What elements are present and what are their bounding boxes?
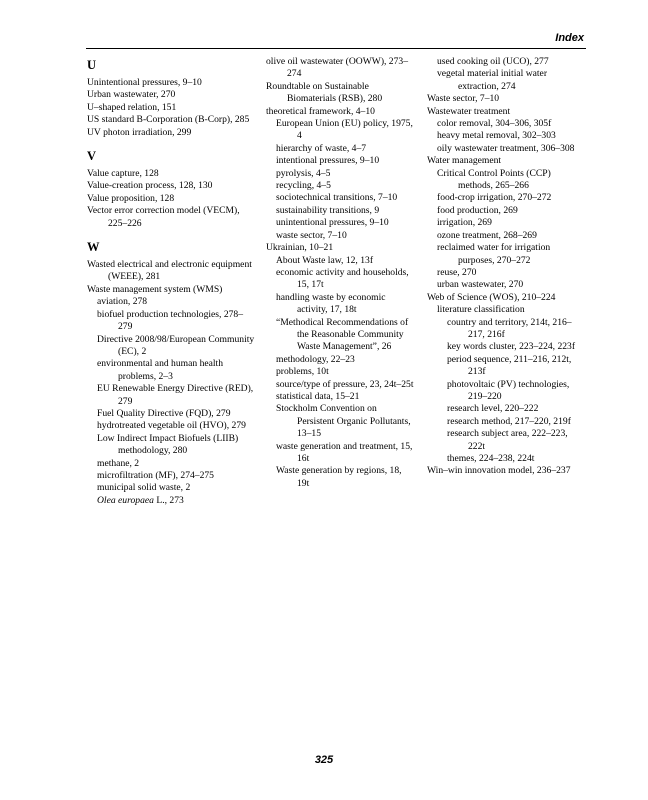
index-subentry: EU Renewable Energy Directive (RED), 279 [97, 383, 254, 407]
index-entry: Value-creation process, 128, 130 [87, 180, 213, 192]
index-entry: Wasted electrical and electronic equipment (WEEE), 281 [87, 259, 252, 283]
index-subentry: ozone treatment, 268–269 [437, 229, 537, 241]
index-subentry: unintentional pressures, 9–10 [276, 217, 389, 229]
index-letter-heading: V [87, 149, 97, 164]
index-subentry: biofuel production technologies, 278–279 [97, 308, 244, 333]
index-subentry: methodology, 22–23 [276, 353, 355, 365]
index-subentry [87, 495, 255, 507]
index-subentry: Directive 2008/98/European Community (EC), 2 [97, 333, 255, 357]
index-subentry: oily wastewater treatment, 306–308 [437, 142, 575, 154]
index-entry: Waste sector, 7–10 [427, 93, 500, 105]
index-subentry: research subject area, 222–223, 222t [447, 428, 568, 452]
index-entry: Urban wastewater, 270 [87, 89, 176, 101]
index-subentry: environmental and human health problems, 2–3 [97, 358, 224, 382]
index-subentry: reuse, 270 [437, 266, 477, 278]
index-subentry: intentional pressures, 9–10 [276, 155, 380, 167]
index-subentry: color removal, 304–306, 305f [437, 118, 552, 130]
index-subentry: statistical data, 15–21 [276, 390, 360, 402]
index-entry: theoretical framework, 4–10 [266, 105, 375, 117]
index-subentry: irrigation, 269 [437, 217, 492, 229]
index-column-3 [427, 56, 587, 478]
index-subentry: reclaimed water for irrigation purposes, 270–272 [437, 242, 551, 266]
index-entry-italic: Olea europaea [97, 494, 154, 506]
index-entry: Win–win innovation model, 236–237 [427, 465, 571, 477]
index-subentry: problems, 10t [276, 366, 329, 378]
index-subentry: Fuel Quality Directive (FQD), 279 [97, 407, 231, 419]
index-subentry: economic activity and households, 15, 17t [276, 266, 409, 291]
index-subentry: vegetal material initial water extraction, 274 [437, 68, 548, 92]
index-entry: Waste management system (WMS) [87, 283, 223, 295]
index-subentry: research method, 217–220, 219f [447, 415, 571, 427]
index-subentry: literature classification [437, 304, 525, 316]
index-subentry: food-crop irrigation, 270–272 [437, 192, 552, 204]
index-subentry: used cooking oil (UCO), 277 [437, 56, 549, 67]
index-subentry: Waste generation by regions, 18, 19t [276, 465, 402, 489]
page-number: 325 [314, 754, 334, 766]
index-subentry: microfiltration (MF), 274–275 [97, 469, 214, 481]
index-entry: Value capture, 128 [87, 168, 159, 180]
index-subentry: sociotechnical transitions, 7–10 [276, 192, 398, 204]
index-subentry: recycling, 4–5 [276, 180, 331, 192]
index-subentry: heavy metal removal, 302–303 [437, 130, 556, 142]
index-subentry: themes, 224–238, 224t [447, 453, 535, 464]
index-subentry: period sequence, 211–216, 212t, 213f [447, 353, 572, 378]
index-subentry: photovoltaic (PV) technologies, 219–220 [447, 378, 570, 402]
index-subentry: hydrotreated vegetable oil (HVO), 279 [97, 420, 246, 432]
index-entry: Wastewater treatment [427, 105, 511, 117]
index-subentry: research level, 220–222 [447, 403, 539, 415]
index-subentry: hierarchy of waste, 4–7 [276, 142, 367, 154]
index-letter-heading: W [87, 240, 100, 255]
index-entry: UV photon irradiation, 299 [87, 126, 192, 138]
index-subentry: country and territory, 214t, 216–217, 216f [447, 316, 572, 340]
index-subentry: waste generation and treatment, 15, 16t [276, 440, 413, 464]
index-entry: Ukrainian, 10–21 [266, 242, 334, 254]
index-subentry: Critical Control Points (CCP) methods, 265–266 [437, 167, 551, 192]
index-subentry: urban wastewater, 270 [437, 279, 524, 291]
running-head: Index [555, 32, 584, 44]
index-entry: Water management [427, 155, 502, 167]
index-subentry: municipal solid waste, 2 [97, 482, 191, 494]
index-subentry: waste sector, 7–10 [276, 229, 347, 241]
index-subentry: handling waste by economic activity, 17, 18t [276, 291, 386, 316]
index-entry: US standard B-Corporation (B-Corp), 285 [87, 114, 250, 126]
index-subentry: key words cluster, 223–224, 223f [447, 341, 576, 353]
index-entry: Roundtable on Sustainable Biomaterials (RSB), 280 [266, 80, 383, 105]
index-subentry: “Methodical Recommendations of the Reasonable Community Waste Management”, 26 [276, 316, 409, 353]
index-entry: Unintentional pressures, 9–10 [87, 77, 202, 88]
index-entry: U–shaped relation, 151 [87, 101, 177, 113]
index-entry: Web of Science (WOS), 210–224 [427, 291, 556, 303]
index-column-2 [266, 56, 416, 490]
index-subentry: European Union (EU) policy, 1975, 4 [276, 118, 413, 142]
index-subentry: source/type of pressure, 23, 24t–25t [276, 378, 414, 390]
index-entry-text: L., 273 [153, 494, 184, 506]
index-letter-heading: U [87, 58, 97, 72]
index-subentry: Stockholm Convention on Persistent Organic Pollutants, 13–15 [276, 403, 411, 440]
index-subentry: aviation, 278 [97, 296, 148, 308]
index-entry: olive oil wastewater (OOWW), 273–274 [266, 56, 408, 80]
index-subentry: pyrolysis, 4–5 [276, 167, 331, 179]
index-entry: Vector error correction model (VECM), 225–226 [87, 205, 240, 229]
index-subentry: sustainability transitions, 9 [276, 204, 380, 216]
header-rule [86, 48, 586, 49]
index-subentry: food production, 269 [437, 204, 518, 216]
index-entry: Value proposition, 128 [87, 192, 175, 204]
index-subentry: Low Indirect Impact Biofuels (LIIB) methodology, 280 [97, 432, 239, 457]
index-subentry: methane, 2 [97, 457, 140, 469]
index-subentry: About Waste law, 12, 13f [276, 254, 374, 266]
index-column-1 [87, 56, 255, 507]
